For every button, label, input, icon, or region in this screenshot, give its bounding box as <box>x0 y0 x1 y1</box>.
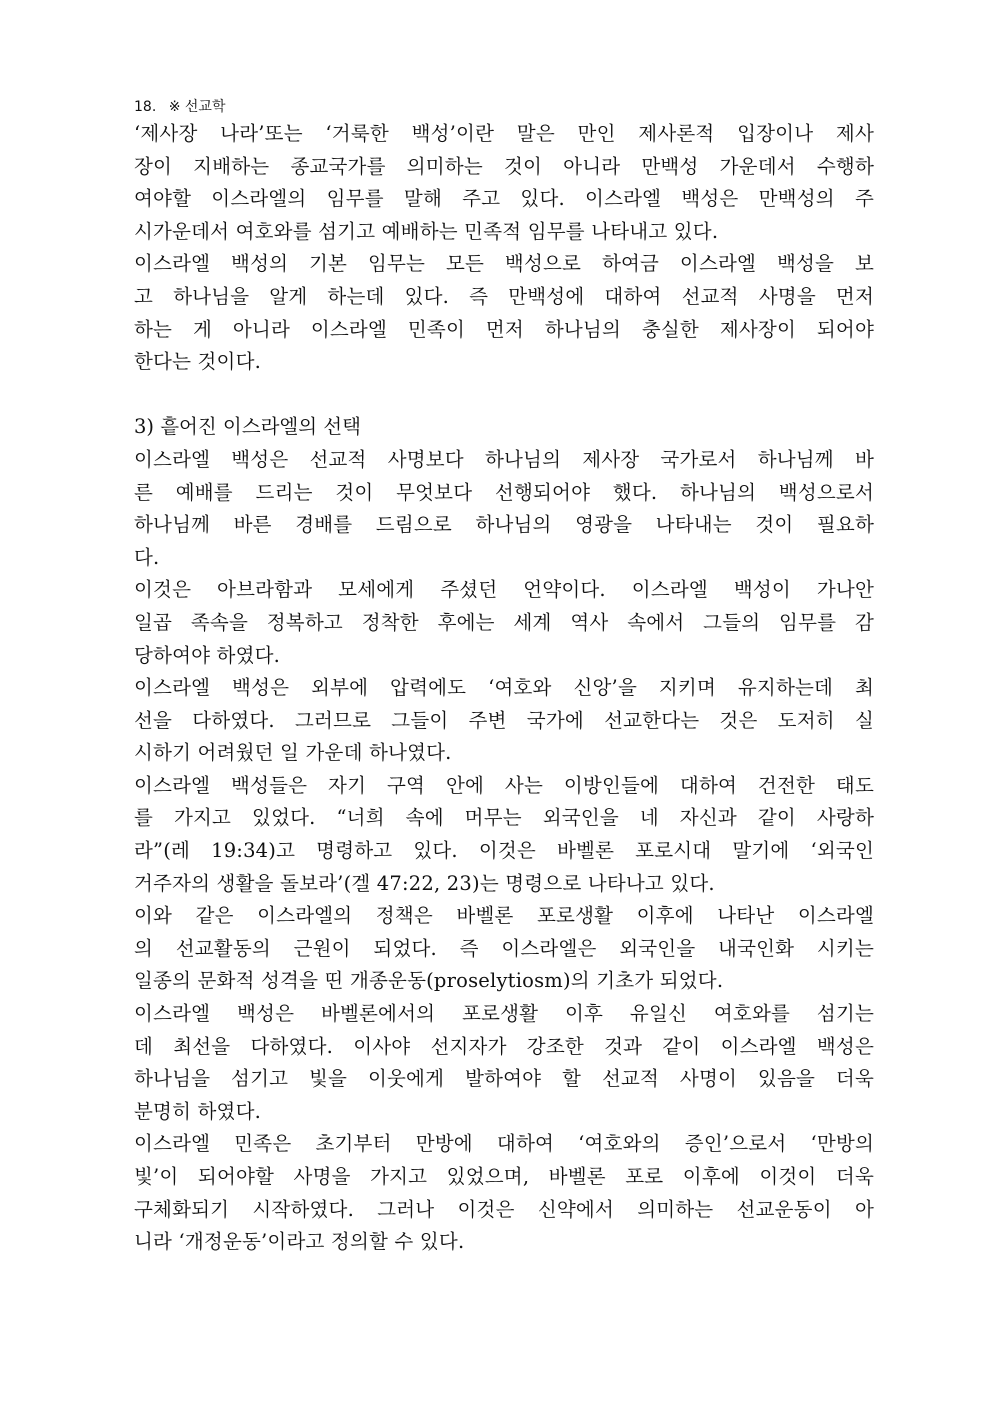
text-line: 빛’이 되어야할 사명을 가지고 있었으며, 바벨론 포로 이후에 이것이 더욱 <box>134 1165 874 1188</box>
section-heading: 3) 흩어진 이스라엘의 선택 <box>134 415 361 439</box>
text-line: 구체화되기 시작하였다. 그러나 이것은 신약에서 의미하는 선교운동이 아 <box>134 1197 874 1221</box>
text-line: 니라 ‘개정운동’이라고 정의할 수 있다. <box>134 1230 465 1254</box>
text-line: 장이 지배하는 종교국가를 의미하는 것이 아니라 만백성 가운데서 수행하 <box>134 154 874 178</box>
text-line: 이스라엘 백성은 선교적 사명보다 하나님의 제사장 국가로서 하나님께 바 <box>134 447 874 471</box>
paragraph <box>134 444 874 574</box>
page-number: 18. <box>134 99 157 115</box>
text-line: 선을 다하였다. 그러므로 그들이 주변 국가에 선교한다는 것은 도저히 실 <box>134 708 874 732</box>
text-line: 시하기 어려웠던 일 가운데 하나였다. <box>134 741 452 765</box>
paragraph <box>134 574 874 672</box>
paragraph <box>134 118 874 248</box>
paragraph <box>134 1128 874 1258</box>
reference-mark-icon: ※ <box>168 99 181 115</box>
text-line: 분명히 하였다. <box>134 1099 262 1123</box>
text-line: 시가운데서 여호와를 섬기고 예배하는 민족적 임무를 나타내고 있다. <box>134 219 719 243</box>
text-line: 하나님을 섬기고 빛을 이웃에게 발하여야 할 선교적 사명이 있음을 더욱 <box>134 1067 874 1091</box>
paragraph <box>134 672 874 770</box>
text-line: 이스라엘 백성은 외부에 압력에도 ‘여호와 신앙’을 지키며 유지하는데 최 <box>134 676 874 700</box>
paragraph <box>134 770 874 900</box>
text-line: 여야할 이스라엘의 임무를 말해 주고 있다. 이스라엘 백성은 만백성의 주 <box>134 187 874 211</box>
text-line: 일종의 문화적 성격을 띤 개종운동(proselytiosm)의 기초가 되었다. <box>134 969 724 993</box>
text-line: 하나님께 바른 경배를 드림으로 하나님의 영광을 나타내는 것이 필요하 <box>134 513 874 537</box>
text-line: 이것은 아브라함과 모세에게 주셨던 언약이다. 이스라엘 백성이 가나안 <box>134 578 874 602</box>
text-line: 이스라엘 백성은 바벨론에서의 포로생활 이후 유일신 여호와를 섬기는 <box>134 1002 874 1026</box>
text-line: 를 가지고 있었다. “너희 속에 머무는 외국인을 네 자신과 같이 사랑하 <box>134 806 874 830</box>
blank-line <box>134 379 874 412</box>
text-line: 일곱 족속을 정복하고 정착한 후에는 세계 역사 속에서 그들의 임무를 감 <box>134 610 874 634</box>
text-line: 이스라엘 백성의 기본 임무는 모든 백성으로 하여금 이스라엘 백성을 보 <box>134 252 874 276</box>
subject-title: 선교학 <box>184 99 226 115</box>
text-line: 데 최선을 다하였다. 이사야 선지자가 강조한 것과 같이 이스라엘 백성은 <box>134 1034 874 1058</box>
paragraph <box>134 248 874 378</box>
text-line: 다. <box>134 545 160 569</box>
text-line: 라”(레 19:34)고 명령하고 있다. 이것은 바벨론 포로시대 말기에 ‘외국인 <box>134 839 874 863</box>
text-line: 고 하나님을 알게 하는데 있다. 즉 만백성에 대하여 선교적 사명을 먼저 <box>134 284 874 308</box>
text-line: 이스라엘 백성들은 자기 구역 안에 사는 이방인들에 대하여 건전한 태도 <box>134 773 874 797</box>
text-line: 한다는 것이다. <box>134 350 262 374</box>
text-line: 의 선교활동의 근원이 되었다. 즉 이스라엘은 외국인을 내국인화 시키는 <box>134 936 874 960</box>
text-line: 당하여야 하였다. <box>134 643 281 667</box>
document-page <box>134 96 874 1259</box>
text-line: 이스라엘 민족은 초기부터 만방에 대하여 ‘여호와의 증인’으로서 ‘만방의 <box>134 1132 874 1156</box>
text-line: 하는 게 아니라 이스라엘 민족이 먼저 하나님의 충실한 제사장이 되어야 <box>134 317 874 341</box>
paragraph <box>134 900 874 998</box>
text-line: ‘제사장 나라’또는 ‘거룩한 백성’이란 말은 만인 제사론적 입장이나 제사 <box>134 122 874 145</box>
page-header <box>134 96 874 118</box>
text-line: 이와 같은 이스라엘의 정책은 바벨론 포로생활 이후에 나타난 이스라엘 <box>134 904 874 928</box>
text-line: 른 예배를 드리는 것이 무엇보다 선행되어야 했다. 하나님의 백성으로서 <box>134 480 874 504</box>
text-line: 거주자의 생활을 돌보라’(겔 47:22, 23)는 명령으로 나타나고 있다. <box>134 871 715 895</box>
paragraph <box>134 998 874 1128</box>
